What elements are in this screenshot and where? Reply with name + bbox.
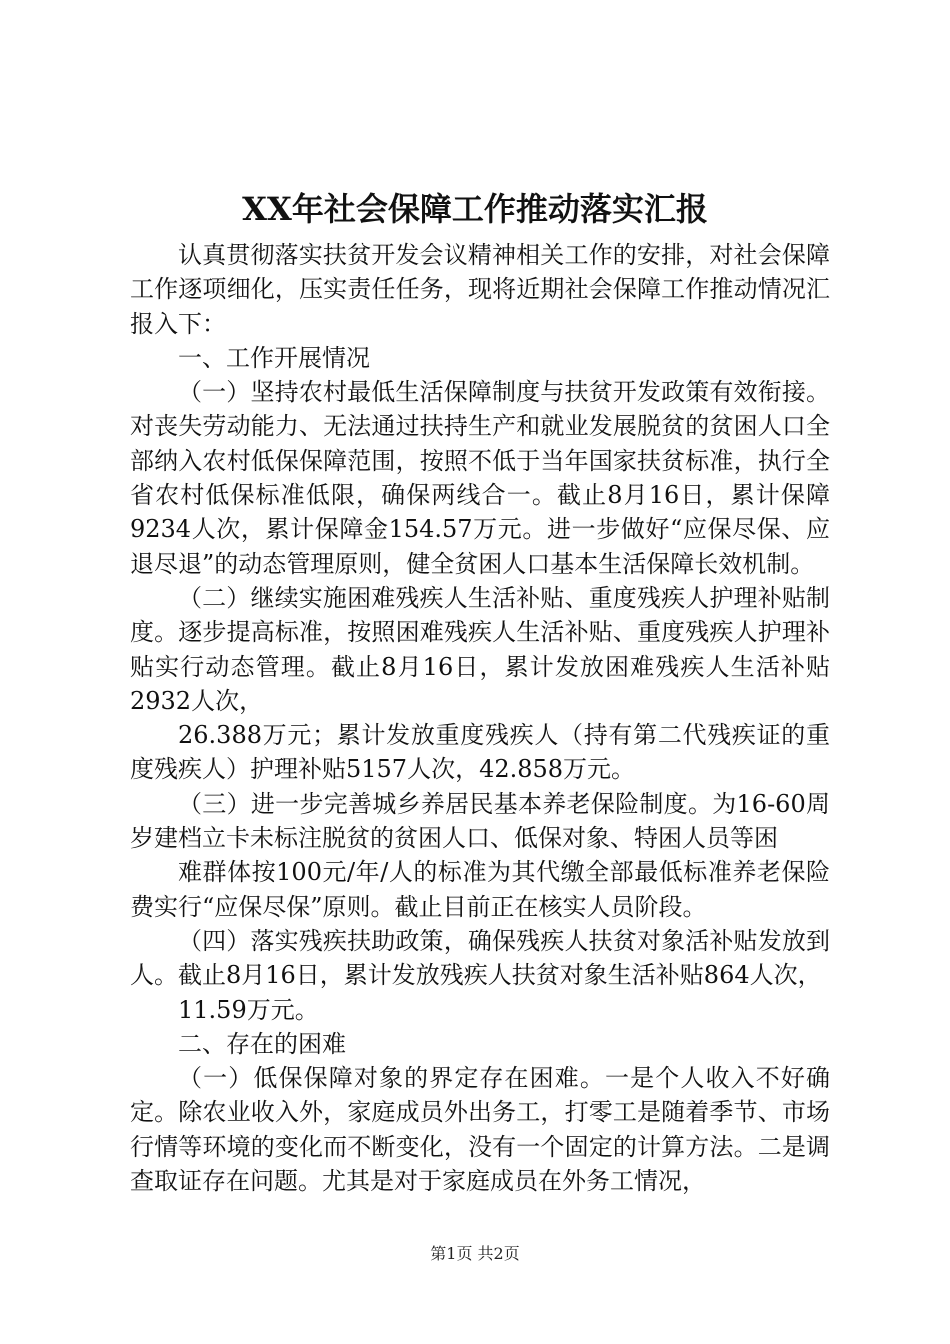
paragraph-item-3-continued: 难群体按100元/年/人的标准为其代缴全部最低标准养老保险费实行“应保尽保”原则。截止目前正在核实人员阶段。 bbox=[130, 858, 830, 921]
paragraph-difficulty-1: （一）低保保障对象的界定存在困难。一是个人收入不好确定。除农业收入外，家庭成员外出务工，打零工是随着季节、市场行情等环境的变化而不断变化，没有一个固定的计算方法。二是调查取证存在问题。尤其是对于家庭成员在外务工情况， bbox=[130, 1064, 830, 1196]
paragraph-item-4-continued: 11.59万元。 bbox=[178, 995, 319, 1024]
paragraph-item-1: （一）坚持农村最低生活保障制度与扶贫开发政策有效衔接。对丧失劳动能力、无法通过扶持生产和就业发展脱贫的贫困人口全部纳入农村低保保障范围，按照不低于当年国家扶贫标准，执行全省农村低保标准低限，确保两线合一。截止8月16日，累计保障9234人次，累计保障金154.57万元。进一步做好“应保尽保、应退尽退”的动态管理原则，健全贫困人口基本生活保障长效机制。 bbox=[130, 378, 830, 578]
document-body bbox=[130, 238, 830, 1198]
paragraph-item-3: （三）进一步完善城乡养居民基本养老保险制度。为16-60周岁建档立卡未标注脱贫的贫困人口、低保对象、特困人员等困 bbox=[130, 789, 830, 853]
section-heading-difficulties: 二、存在的困难 bbox=[178, 1029, 346, 1058]
paragraph-item-2: （二）继续实施困难残疾人生活补贴、重度残疾人护理补贴制度。逐步提高标准，按照困难残疾人生活补贴、重度残疾人护理补贴实行动态管理。截止8月16日，累计发放困难残疾人生活补贴2932人次， bbox=[130, 583, 830, 715]
paragraph-item-2-continued: 26.388万元；累计发放重度残疾人（持有第二代残疾证的重度残疾人）护理补贴5157人次，42.858万元。 bbox=[130, 721, 830, 784]
intro-paragraph: 认真贯彻落实扶贫开发会议精神相关工作的安排，对社会保障工作逐项细化，压实责任任务，现将近期社会保障工作推动情况汇报入下： bbox=[130, 241, 830, 338]
paragraph-item-4: （四）落实残疾扶助政策，确保残疾人扶贫对象活补贴发放到人。截止8月16日，累计发放残疾人扶贫对象生活补贴864人次， bbox=[130, 926, 830, 990]
document-title: XX年社会保障工作推动落实汇报 bbox=[242, 190, 708, 228]
section-heading-work-progress: 一、工作开展情况 bbox=[178, 343, 370, 372]
page-number-footer: 第1页 共2页 bbox=[430, 1244, 520, 1263]
